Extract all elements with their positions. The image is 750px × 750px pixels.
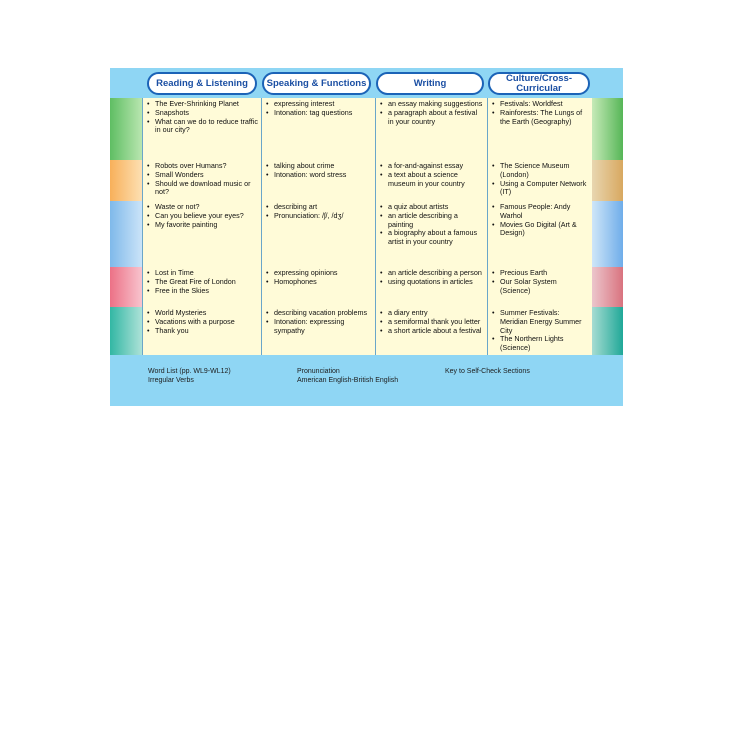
bullet-list [492, 269, 589, 295]
list-item: • Summer Festivals: Meridian Energy Summer City [492, 309, 589, 335]
cell-writing [375, 307, 487, 355]
list-item: • describing vacation problems [266, 309, 372, 318]
list-item: • Should we download music or not? [147, 180, 258, 198]
cell-culture [487, 201, 592, 267]
list-item: • describing art [266, 203, 372, 212]
list-item: • a paragraph about a festival in your country [380, 109, 484, 127]
list-item: • Intonation: tag questions [266, 109, 372, 118]
right-color-tab [592, 201, 623, 267]
bullet-list [380, 100, 484, 126]
list-item: • What can we do to reduce traffic in our city? [147, 118, 258, 136]
cell-speaking-functions [261, 307, 375, 355]
list-item: • an article describing a person [380, 269, 484, 278]
right-color-tab [592, 98, 623, 160]
cell-writing [375, 267, 487, 307]
header-writing [376, 72, 484, 95]
left-color-tab [110, 98, 142, 160]
cell-speaking-functions [261, 98, 375, 160]
header-label: Writing [413, 77, 447, 89]
header-label: Speaking & Functions [266, 77, 367, 89]
list-item: • Lost in Time [147, 269, 258, 278]
list-item: • Small Wonders [147, 171, 258, 180]
list-item: • expressing interest [266, 100, 372, 109]
bullet-list [492, 203, 589, 238]
cell-culture [487, 160, 592, 201]
bullet-list [266, 203, 372, 221]
list-item: • Thank you [147, 327, 258, 336]
bullet-list [147, 269, 258, 295]
cell-writing [375, 98, 487, 160]
unit-row [110, 160, 623, 201]
bullet-list [266, 162, 372, 180]
list-item: • Using a Computer Network (IT) [492, 180, 589, 198]
header-label: Culture/Cross-Curricular [506, 72, 572, 94]
unit-row [110, 267, 623, 307]
list-item: • Movies Go Digital (Art & Design) [492, 221, 589, 239]
unit-row [110, 307, 623, 355]
header-reading-listening [147, 72, 257, 95]
list-item: • a quiz about artists [380, 203, 484, 212]
cell-writing [375, 160, 487, 201]
right-color-tab [592, 160, 623, 201]
cell-reading-listening [142, 98, 261, 160]
word-list-link: Word List (pp. WL9-WL12) [148, 368, 231, 375]
bullet-list [147, 309, 258, 335]
contents-table [110, 68, 623, 406]
bullet-list [380, 309, 484, 335]
list-item: • an article describing a painting [380, 212, 484, 230]
unit-row [110, 201, 623, 267]
bullet-list [492, 100, 589, 126]
list-item: • Intonation: expressing sympathy [266, 318, 372, 336]
cell-culture [487, 307, 592, 355]
bullet-list [380, 162, 484, 188]
list-item: • Precious Earth [492, 269, 589, 278]
list-item: • The Northern Lights (Science) [492, 335, 589, 353]
right-color-tab [592, 307, 623, 355]
bullet-list [492, 162, 589, 197]
header-speaking-functions [262, 72, 371, 95]
bullet-list [147, 162, 258, 197]
bullet-list [266, 100, 372, 118]
left-color-tab [110, 201, 142, 267]
list-item: • Festivals: Worldfest [492, 100, 589, 109]
list-item: • My favorite painting [147, 221, 258, 230]
list-item: • Vacations with a purpose [147, 318, 258, 327]
unit-row [110, 98, 623, 160]
bullet-list [147, 100, 258, 135]
left-color-tab [110, 307, 142, 355]
list-item: • Free in the Skies [147, 287, 258, 296]
cell-writing [375, 201, 487, 267]
cell-speaking-functions [261, 201, 375, 267]
left-color-tab [110, 160, 142, 201]
list-item: • talking about crime [266, 162, 372, 171]
list-item: • a diary entry [380, 309, 484, 318]
list-item: • expressing opinions [266, 269, 372, 278]
list-item: • a biography about a famous artist in your country [380, 229, 484, 247]
right-color-tab [592, 267, 623, 307]
list-item: • Pronunciation: /ʃ/, /dʒ/ [266, 212, 372, 221]
american-british-link: American English-British English [297, 377, 399, 384]
cell-speaking-functions [261, 267, 375, 307]
header-culture [488, 72, 590, 95]
cell-reading-listening [142, 267, 261, 307]
bullet-list [266, 309, 372, 335]
header-label: Reading & Listening [156, 77, 248, 89]
bullet-list [492, 309, 589, 353]
list-item: • a short article about a festival [380, 327, 484, 336]
list-item: • a for-and-against essay [380, 162, 484, 171]
bullet-list [147, 203, 258, 229]
bullet-list [380, 203, 484, 247]
list-item: • Famous People: Andy Warhol [492, 203, 589, 221]
list-item: • The Science Museum (London) [492, 162, 589, 180]
irregular-verbs-link: Irregular Verbs [148, 377, 194, 384]
list-item: • Can you believe your eyes? [147, 212, 258, 221]
bullet-list [380, 269, 484, 287]
cell-reading-listening [142, 160, 261, 201]
list-item: • Robots over Humans? [147, 162, 258, 171]
list-item: • an essay making suggestions [380, 100, 484, 109]
cell-culture [487, 98, 592, 160]
footer [110, 357, 623, 406]
list-item: • World Mysteries [147, 309, 258, 318]
bullet-list [266, 269, 372, 287]
list-item: • using quotations in articles [380, 278, 484, 287]
self-check-key-link: Key to Self-Check Sections [445, 368, 530, 375]
list-item: • Rainforests: The Lungs of the Earth (Geography) [492, 109, 589, 127]
cell-culture [487, 267, 592, 307]
list-item: • The Ever-Shrinking Planet [147, 100, 258, 109]
cell-reading-listening [142, 201, 261, 267]
list-item: • a text about a science museum in your country [380, 171, 484, 189]
pronunciation-link: Pronunciation [297, 368, 340, 375]
left-color-tab [110, 267, 142, 307]
cell-speaking-functions [261, 160, 375, 201]
cell-reading-listening [142, 307, 261, 355]
list-item: • Homophones [266, 278, 372, 287]
list-item: • Our Solar System (Science) [492, 278, 589, 296]
list-item: • Snapshots [147, 109, 258, 118]
list-item: • Intonation: word stress [266, 171, 372, 180]
list-item: • Waste or not? [147, 203, 258, 212]
list-item: • The Great Fire of London [147, 278, 258, 287]
list-item: • a semiformal thank you letter [380, 318, 484, 327]
